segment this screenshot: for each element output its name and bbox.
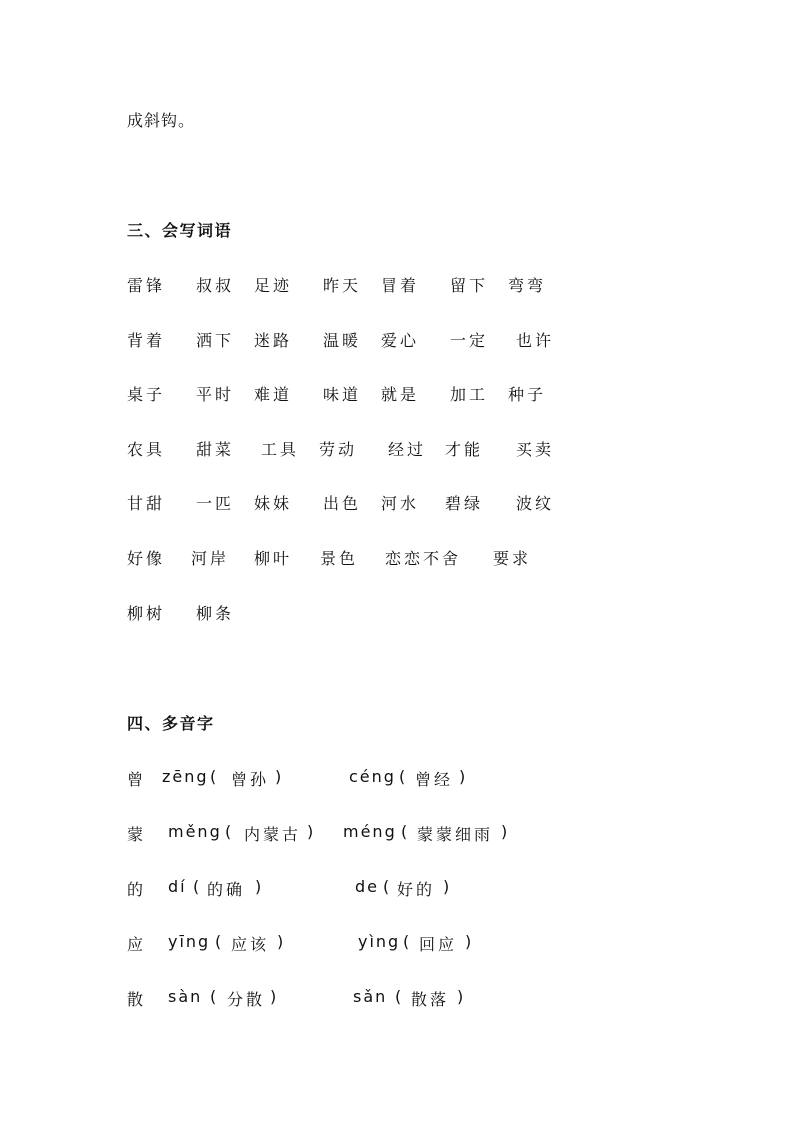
reading-1: sàn — [168, 987, 203, 1006]
paren: ) — [275, 767, 285, 786]
word: 桌子 — [127, 385, 166, 404]
paren: ) — [465, 932, 475, 951]
word-row — [127, 437, 687, 459]
word: 出色 — [323, 494, 362, 513]
word-row — [127, 491, 687, 513]
polyphone-row — [127, 932, 687, 954]
word: 好像 — [127, 549, 166, 568]
paren: ( — [210, 987, 220, 1006]
word: 河岸 — [191, 549, 230, 568]
word: 恋恋不舍 — [385, 549, 462, 568]
word: 经过 — [388, 440, 427, 459]
word: 洒下 — [196, 331, 235, 350]
word: 昨天 — [323, 276, 362, 295]
word: 温暖 — [323, 331, 362, 350]
paren: ( — [395, 987, 405, 1006]
word: 波纹 — [516, 494, 555, 513]
paren: ( — [225, 822, 235, 841]
word: 妹妹 — [254, 494, 293, 513]
word: 雷锋 — [127, 276, 166, 295]
word: 味道 — [323, 385, 362, 404]
polyphone-char: 蒙 — [127, 825, 147, 844]
paren: ( — [193, 877, 203, 896]
word: 甜菜 — [196, 440, 235, 459]
intro-tail-text: 成斜钩。 — [127, 111, 196, 130]
polyphone-row — [127, 987, 687, 1009]
reading-1: zēng — [162, 767, 209, 786]
reading-2: de — [355, 877, 379, 896]
polyphone-char: 应 — [127, 935, 147, 954]
example-word-2: 曾经 — [415, 770, 454, 789]
example-word-1: 的确 — [207, 880, 246, 899]
example-word-1: 分散 — [227, 990, 266, 1009]
word: 足迹 — [254, 276, 293, 295]
example-word-2: 散落 — [411, 990, 450, 1009]
polyphone-char: 的 — [127, 880, 147, 899]
word: 就是 — [381, 385, 420, 404]
paren: ) — [501, 822, 511, 841]
word: 冒着 — [381, 276, 420, 295]
example-word-2: 蒙蒙细雨 — [417, 825, 494, 844]
paren: ( — [401, 822, 411, 841]
polyphone-char: 曾 — [127, 770, 147, 789]
word-row — [127, 546, 687, 568]
word: 河水 — [381, 494, 420, 513]
word: 迷路 — [254, 331, 293, 350]
word: 景色 — [320, 549, 359, 568]
example-word-2: 好的 — [397, 880, 436, 899]
reading-1: yīng — [168, 932, 211, 951]
word: 劳动 — [319, 440, 358, 459]
paren: ) — [459, 767, 469, 786]
word: 难道 — [254, 385, 293, 404]
reading-1: dí — [168, 877, 187, 896]
word-row — [127, 273, 687, 295]
reading-2: yìng — [358, 932, 401, 951]
word: 弯弯 — [508, 276, 547, 295]
word: 柳条 — [196, 604, 235, 623]
section-3-heading: 三、会写词语 — [127, 221, 233, 240]
polyphone-row — [127, 877, 687, 899]
example-word-1: 曾孙 — [231, 770, 270, 789]
word: 爱心 — [381, 331, 420, 350]
word: 柳树 — [127, 604, 166, 623]
word-row — [127, 601, 687, 623]
word: 也许 — [516, 331, 555, 350]
paren: ( — [403, 932, 413, 951]
paren: ) — [277, 932, 287, 951]
example-word-2: 回应 — [419, 935, 458, 954]
paren: ) — [270, 987, 280, 1006]
reading-2: céng — [349, 767, 396, 786]
paren: ) — [443, 877, 453, 896]
word-row — [127, 382, 687, 404]
polyphone-row — [127, 822, 687, 844]
polyphone-char: 散 — [127, 990, 147, 1009]
paren: ( — [383, 877, 393, 896]
word: 一定 — [450, 331, 489, 350]
paren: ) — [255, 877, 265, 896]
word: 背着 — [127, 331, 166, 350]
word: 留下 — [450, 276, 489, 295]
paren: ( — [215, 932, 225, 951]
word: 要求 — [493, 549, 532, 568]
section-4-heading: 四、多音字 — [127, 714, 215, 733]
polyphone-row — [127, 767, 687, 789]
example-word-1: 内蒙古 — [244, 825, 302, 844]
paren: ) — [307, 822, 317, 841]
reading-2: sǎn — [353, 987, 388, 1006]
word: 种子 — [508, 385, 547, 404]
word: 柳叶 — [254, 549, 293, 568]
reading-2: méng — [343, 822, 397, 841]
word: 买卖 — [516, 440, 555, 459]
word: 加工 — [450, 385, 489, 404]
paren: ( — [399, 767, 409, 786]
word: 一匹 — [196, 494, 235, 513]
reading-1: měng — [168, 822, 222, 841]
word-row — [127, 328, 687, 350]
word: 平时 — [196, 385, 235, 404]
word: 农具 — [127, 440, 166, 459]
word: 叔叔 — [196, 276, 235, 295]
paren: ) — [457, 987, 467, 1006]
word: 碧绿 — [445, 494, 484, 513]
word: 工具 — [261, 440, 300, 459]
paren: ( — [210, 767, 220, 786]
word: 甘甜 — [127, 494, 166, 513]
example-word-1: 应该 — [231, 935, 270, 954]
word: 才能 — [445, 440, 484, 459]
